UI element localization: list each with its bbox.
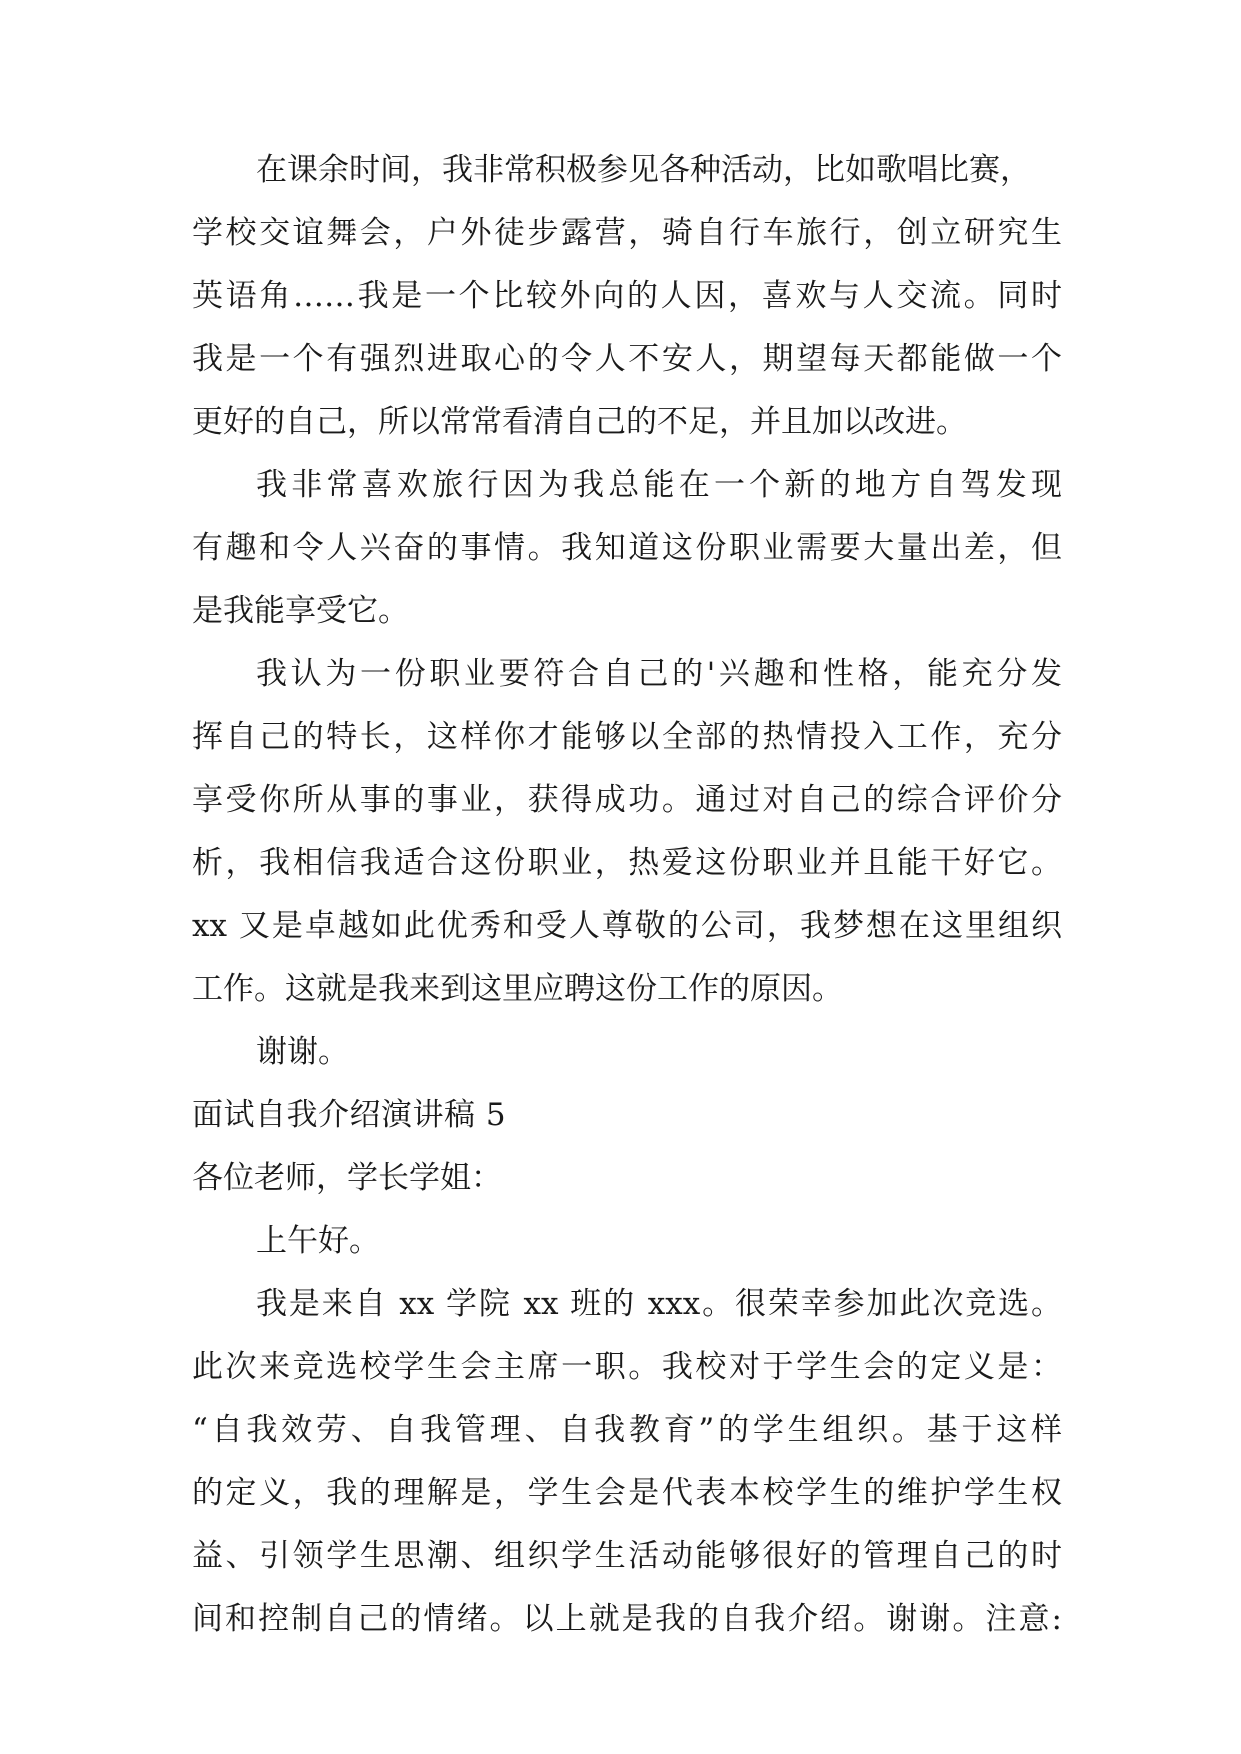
paragraph-4-line-2: 此次来竞选校学生会主席一职。我校对于学生会的定义是： xyxy=(192,1349,1062,1385)
paragraph-4-line-6: 间和控制自己的情绪。以上就是我的自我介绍。谢谢。注意: xyxy=(192,1601,1062,1637)
paragraph-3-line-6: 工作。这就是我来到这里应聘这份工作的原因。 xyxy=(192,971,843,1007)
paragraph-2-line-3: 是我能享受它。 xyxy=(192,593,409,629)
paragraph-3-line-4: 析，我相信我适合这份职业，热爱这份职业并且能干好它。 xyxy=(192,845,1062,881)
paragraph-1-line-2: 学校交谊舞会，户外徒步露营，骑自行车旅行，创立研究生 xyxy=(192,215,1062,251)
thanks-line: 谢谢。 xyxy=(256,1034,349,1070)
paragraph-1-line-3: 英语角……我是一个比较外向的人因，喜欢与人交流。同时 xyxy=(192,278,1062,314)
salutation-line: 各位老师，学长学姐： xyxy=(192,1160,502,1196)
paragraph-4-line-5: 益、引领学生思潮、组织学生活动能够很好的管理自己的时 xyxy=(192,1538,1062,1574)
paragraph-4-line-3: “自我效劳、自我管理、自我教育”的学生组织。基于这样 xyxy=(192,1412,1062,1448)
paragraph-1-line-5: 更好的自己，所以常常看清自己的不足，并且加以改进。 xyxy=(192,404,967,440)
paragraph-4-line-1: 我是来自 xx 学院 xx 班的 xxx。很荣幸参加此次竞选。 xyxy=(256,1286,1062,1322)
section-heading: 面试自我介绍演讲稿 5 xyxy=(192,1097,507,1133)
paragraph-3-line-2: 挥自己的特长，这样你才能够以全部的热情投入工作，充分 xyxy=(192,719,1062,755)
paragraph-3-line-5: xx 又是卓越如此优秀和受人尊敬的公司，我梦想在这里组织 xyxy=(192,908,1062,944)
paragraph-4-line-4: 的定义，我的理解是，学生会是代表本校学生的维护学生权 xyxy=(192,1475,1062,1511)
paragraph-3-line-3: 享受你所从事的事业，获得成功。通过对自己的综合评价分 xyxy=(192,782,1062,818)
paragraph-3-line-1: 我认为一份职业要符合自己的'兴趣和性格，能充分发 xyxy=(256,656,1062,692)
paragraph-2-line-1: 我非常喜欢旅行因为我总能在一个新的地方自驾发现 xyxy=(256,467,1062,503)
paragraph-2-line-2: 有趣和令人兴奋的事情。我知道这份职业需要大量出差，但 xyxy=(192,530,1062,566)
paragraph-1-line-4: 我是一个有强烈进取心的令人不安人，期望每天都能做一个 xyxy=(192,341,1062,377)
paragraph-1-line-1: 在课余时间，我非常积极参见各种活动，比如歌唱比赛， xyxy=(256,152,1031,188)
greeting-line: 上午好。 xyxy=(256,1223,380,1259)
